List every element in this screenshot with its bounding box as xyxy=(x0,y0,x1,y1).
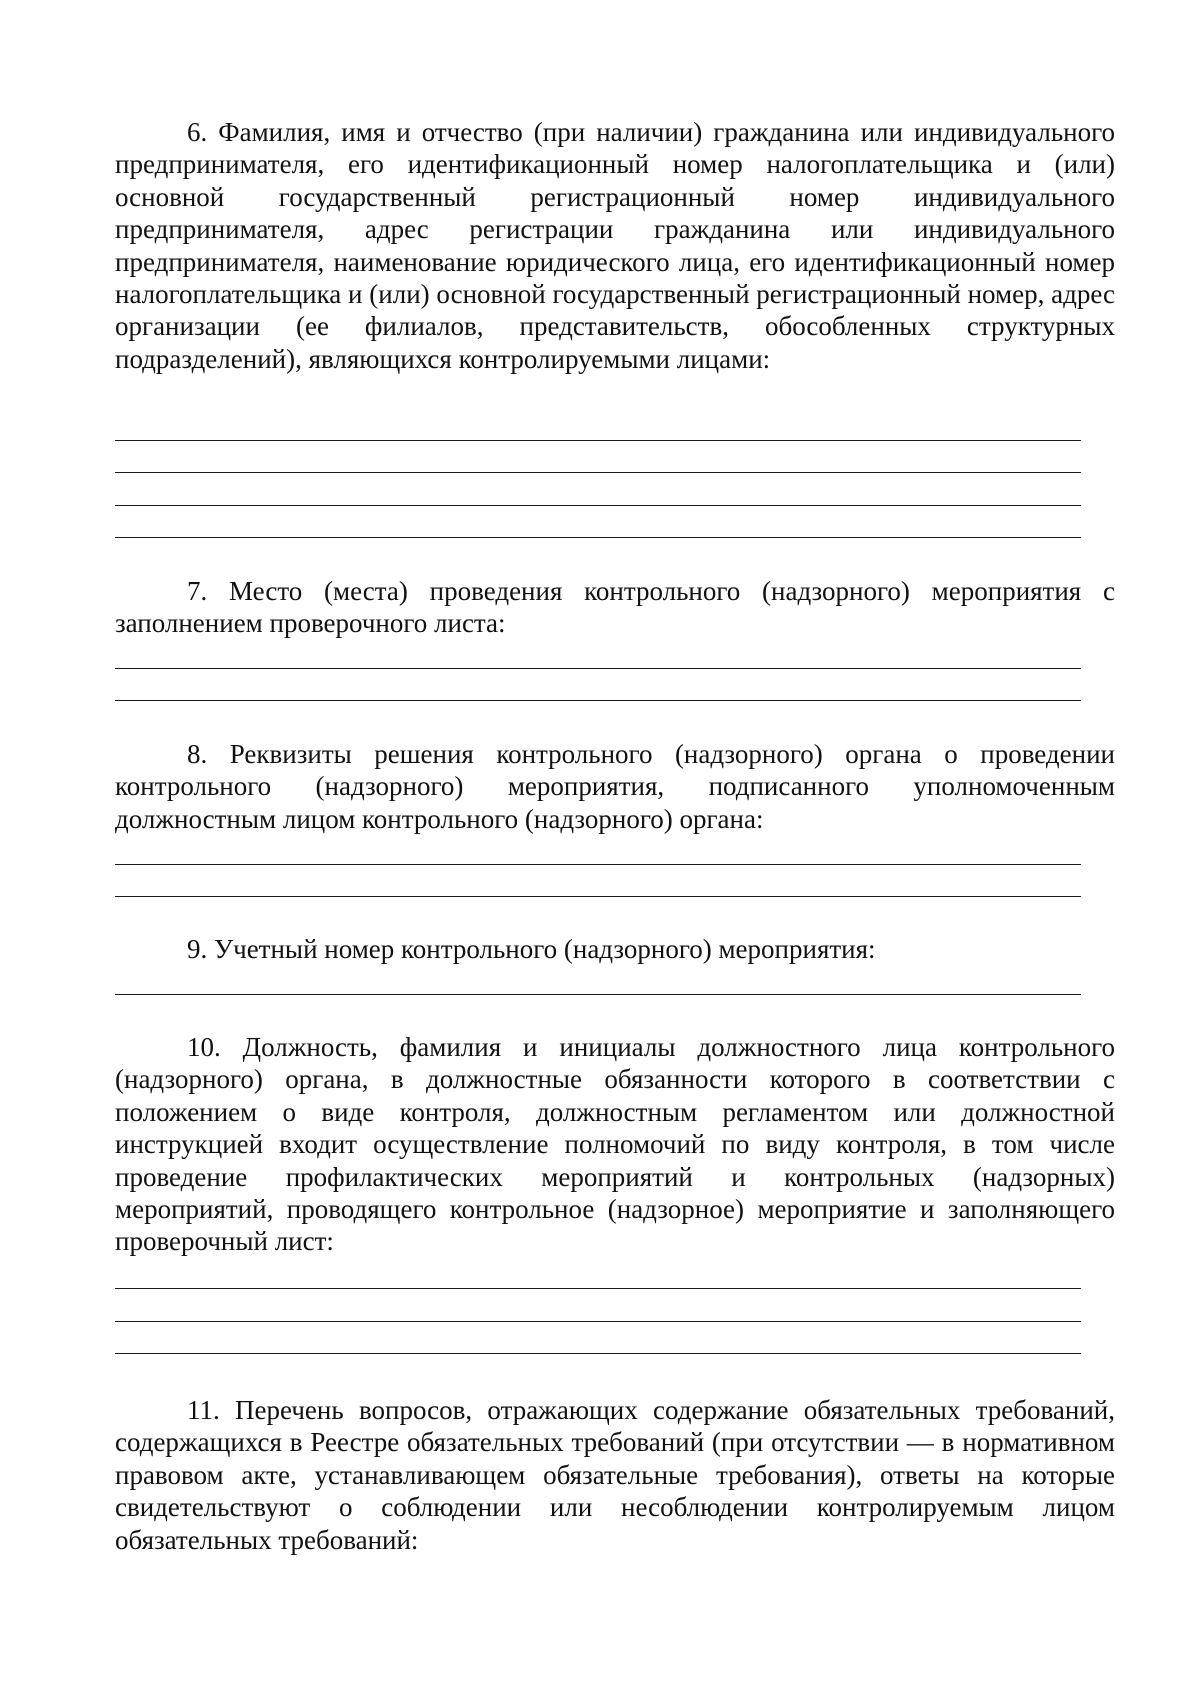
blank-line[interactable] xyxy=(115,864,1081,865)
blank-line[interactable] xyxy=(115,700,1081,701)
section-8-text: 8. Реквизиты решения контрольного (надзорного) органа о проведении контрольного (надзорного) мероприятия, подписанного уполномоченным должностным лицом контрольного (надзорного) органа: xyxy=(115,739,1115,834)
blank-line[interactable] xyxy=(115,505,1081,506)
blank-line[interactable] xyxy=(115,896,1081,897)
section-8 xyxy=(115,738,1115,835)
blank-line[interactable] xyxy=(115,994,1081,995)
blank-line[interactable] xyxy=(115,440,1081,441)
section-10 xyxy=(115,1031,1115,1258)
section-9 xyxy=(115,933,1115,965)
blank-line[interactable] xyxy=(115,668,1081,669)
section-10-text: 10. Должность, фамилия и инициалы должностного лица контрольного (надзорного) органа, в должностные обязанности которого в соответствии с положением о виде контроля, должностным регламентом или должностной инструкцией входит осуществление полномочий по виду контроля, в том числе проведение профилактических мероприятий и контрольных (надзорных) мероприятий, проводящего контрольное (надзорное) мероприятие и заполняющего проверочный лист: xyxy=(115,1032,1115,1257)
section-11-text: 11. Перечень вопросов, отражающих содержание обязательных требований, содержащихся в Реестре обязательных требований (при отсутствии — в нормативном правовом акте, устанавливающем обязательные требования), ответы на которые свидетельствуют о соблюдении или несоблюдении контролируемым лицом обязательных требований: xyxy=(115,1395,1115,1555)
section-7-text: 7. Место (места) проведения контрольного (надзорного) мероприятия с заполнением проверочного листа: xyxy=(115,576,1115,639)
section-7 xyxy=(115,575,1115,640)
blank-line[interactable] xyxy=(115,537,1081,538)
blank-line[interactable] xyxy=(115,1353,1081,1354)
section-9-text: 9. Учетный номер контрольного (надзорного) мероприятия: xyxy=(187,934,876,964)
section-6 xyxy=(115,116,1115,375)
blank-line[interactable] xyxy=(115,1288,1081,1289)
section-6-text: 6. Фамилия, имя и отчество (при наличии) гражданина или индивидуального предпринимателя, его идентификационный номер налогоплательщика и (или) основной государственный регистрационный номер индивидуального предпринимателя, адрес регистрации гражданина или индивидуального предпринимателя, наименование юридического лица, его идентификационный номер налогоплательщика и (или) основной государственный регистрационный номер, адрес организации (ее филиалов, представительств, обособленных структурных подразделений), являющихся контролируемыми лицами: xyxy=(115,117,1115,374)
section-11 xyxy=(115,1394,1115,1556)
blank-line[interactable] xyxy=(115,472,1081,473)
blank-line[interactable] xyxy=(115,1321,1081,1322)
